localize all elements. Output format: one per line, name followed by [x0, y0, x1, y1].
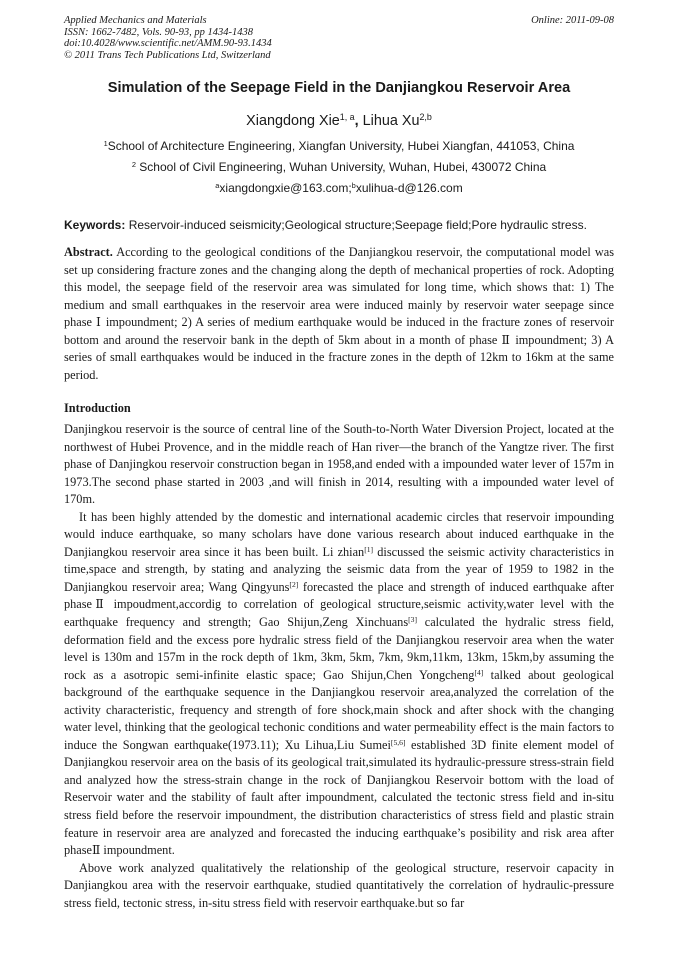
online-date: Online: 2011-09-08: [531, 15, 614, 26]
author-line: [0, 113, 678, 129]
affiliation-text: School of Civil Engineering, Wuhan University, Wuhan, Hubei, 430072 China: [135, 160, 547, 174]
journal-copyright: © 2011 Trans Tech Publications Ltd, Switzerland: [64, 49, 271, 61]
paragraph-text: It has been highly attended by the domestic and international academic circles that reservoir impounding would induce earthquake, so many scholars have done various research about induced earthquake in the Danjiangkou reservoir area since it has been built. Li zhian: [64, 509, 614, 559]
affiliation-text: School of Architecture Engineering, Xiangfan University, Hubei Xiangfan, 441053, China: [107, 139, 575, 153]
introduction-body: [64, 421, 614, 912]
email-address: xiangdongxie@163.com;: [219, 181, 352, 195]
email-line: [0, 181, 678, 195]
paragraph-text: discussed the seismic activity characteristics in time,space and strength, by stating and analyzing the seismic data from the year of 1959 to 1982 in the Danjiangkou reservoir area; Wang Qingyuns: [64, 544, 614, 594]
affiliation-2: [0, 160, 678, 174]
section-heading: Introduction: [64, 401, 131, 415]
citation: [3]: [408, 614, 417, 624]
email-address: xulihua-d@126.com: [355, 181, 463, 195]
author-name: Xiangdong Xie: [246, 113, 340, 129]
paragraph-text: forecasted the place and strength of induced earthquake after phaseⅡ impoudment,accordig to correlation of geological structure,seismic activity,water level with the earthquake frequency and strength; Gao Shijun,Zeng Xinchuans: [64, 579, 614, 630]
citation: [2]: [289, 579, 299, 589]
paragraph: [64, 509, 614, 860]
paragraph-text: talked about geological background of the earthquake sequence in the Danjiangkou reservoir area,analyzed the correlation of the activity characteristic, frequency and strength of fore shock,main shock and after shock with the changing water level, thinking that the geological techonic conditions and water permeability effect is the main factors to induce the Songwan earthquake(1973.11); Xu Lihua,Liu Sumei: [64, 667, 614, 752]
affiliation-1: [0, 139, 678, 153]
journal-name: Applied Mechanics and Materials: [64, 15, 207, 26]
abstract: [64, 244, 614, 384]
keywords-text: Reservoir-induced seismicity;Geological structure;Seepage field;Pore hydraulic stress.: [125, 218, 587, 232]
affiliation-mark: 2: [131, 159, 136, 169]
journal-issn: ISSN: 1662-7482, Vols. 90-93, pp 1434-1438: [64, 26, 253, 38]
keywords-label: Keywords:: [64, 218, 126, 232]
journal-doi: doi:10.4028/www.scientific.net/AMM.90-93.1434: [64, 38, 272, 50]
paragraph-text: calculated the hydralic stress field, deformation field and the excess pore hydralic stress field of the Danjiangkou reservoir area when the water level is 130m and 157m in the rock depth of 1km, 3km, 5km, 7km, 9km,11km, 13km, 15km,by assuming the rock as a asotropic semi-infinite elastic space; Gao Shijun,Chen Yongcheng: [64, 615, 614, 682]
paragraph-text: established 3D finite element model of Danjiangkou reservoir area on the basis of its geological trait,simulated its hydraulic-pressure stress-strain field and analyzed how the stress-strain change in the rock of Danjiangkou Reservoir bottom with the load of Reservoir water and the stability of fault after impoundment, calculated the tectonic stress field and in-situ stress field before the reservoir impoundment, the distribution characteristics of stress field and plastic strain feature in reservoir area are analyzed and forecasted the inducing earthquake’s posibility and risk area after phaseⅡ impoundment.: [64, 737, 615, 858]
citation: [1]: [364, 544, 374, 554]
author-affiliation-mark: 2,b: [419, 112, 432, 123]
paper-title: Simulation of the Seepage Field in the Danjiangkou Reservoir Area: [107, 80, 571, 96]
abstract-text: According to the geological conditions of the Danjiangkou reservoir, the computational model was set up considering fracture zones and the changing along the depth of mechanical properties of rock. Adopting this model, the seepage field of the reservoir area was simulated for long time, which shows that: 1) The medium and small earthquakes in the reservoir area were induced mainly by reservoir water seepage since phase Ⅰ impoundment; 2) A series of medium earthquake would be induced in the fracture zones of reservoir bottom and around the reservoir bank in the depth of 5km about in a month of phase Ⅱ impoundment; 3) A series of small earthquakes would be induced in the fracture zones in the depth of 12km to 16km at the same period.: [64, 245, 614, 382]
journal-header: [64, 15, 272, 61]
keywords: [64, 218, 616, 232]
email-mark: b: [351, 180, 356, 190]
citation: [5,6]: [390, 737, 406, 747]
author-separator: ,: [354, 113, 363, 129]
author-affiliation-mark: 1, a: [339, 112, 355, 123]
paragraph: Danjingkou reservoir is the source of central line of the South-to-North Water Diversion Project, located at the northwest of Hubei Provence, and in the middle reach of Han river—the branch of the Yangtze river. The first phase of Danjingkou reservoir construction began in 1958,and ended with a impounded water lever of 157m in 1973.The second phase started in 2003 ,and will finish in 2014, resulting with a impounded water level of 170m.: [64, 422, 614, 507]
abstract-label: Abstract.: [64, 245, 113, 259]
affiliation-mark: 1: [103, 138, 108, 148]
paragraph: Above work analyzed qualitatively the relationship of the geological structure, reservoir capacity in Danjiangkou area with the reservoir earthquake, studied quantitatively the correlation of hydraulic-pressure stress field, tectonic stress, in-situ stress field with reservoir earthquake.but so far: [64, 860, 614, 910]
author-name: Lihua Xu: [362, 113, 420, 129]
email-mark: a: [215, 180, 220, 190]
citation: [4]: [474, 667, 484, 677]
